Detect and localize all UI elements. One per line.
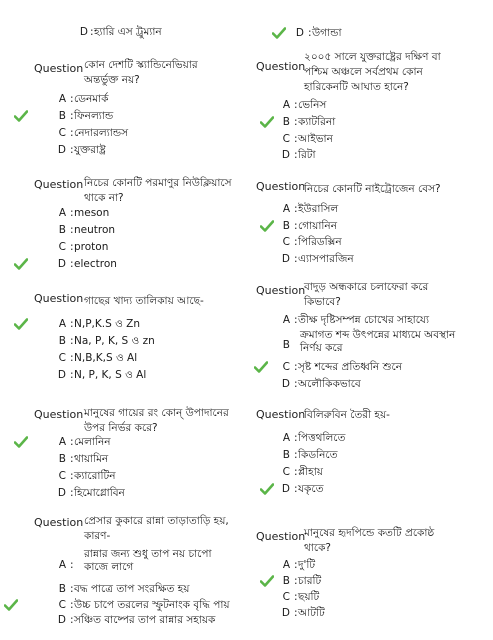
option-letter: B [58,110,66,122]
option-text: হিমোগ্লোবিন [74,487,125,499]
option-row[interactable]: A : ভেনিস [252,98,493,114]
option-letter: B [282,220,290,232]
option-letter: C [282,236,290,248]
checkmark-icon [14,436,28,448]
option-text: এ্যাসপারজিন [298,253,354,265]
option-row[interactable]: D : হ্যারি এস ট্রুম্যান [0,25,250,41]
option-letter: D [57,258,66,270]
option-text: নেদারল্যান্ডস [74,127,129,139]
option-text: Na, P, K, S ও zn [74,335,155,347]
option-row[interactable]: A : তীক্ষ দৃষ্টিসম্পন্ন চোখের সাহায্যে [252,313,493,329]
option-row[interactable]: D : যুক্তরাষ্ট্র [0,143,250,159]
option-letter: A [58,318,66,330]
option-text: দু'টি [298,559,316,571]
option-letter: B [58,224,66,236]
option-text: ক্যারোটিন [74,470,116,482]
option-text: রান্নার জন্য শুধু তাপ নয় চাপো কাজে লাগে [84,548,212,573]
option-row[interactable]: D : হিমোগ্লোবিন [0,486,250,502]
option-letter: D [281,253,290,265]
question-text-line: নিচের কোনটি পরমাণুর নিউক্লিয়াসে [84,177,232,189]
question-label: Question [256,284,306,297]
checkmark-icon [14,258,28,270]
option-text: আটটি [298,607,325,619]
option-row[interactable]: B : চারটি [252,574,493,590]
option-row[interactable]: D : রিটা [252,148,493,164]
option-letter: D [281,607,290,619]
checkmark-icon [14,318,28,330]
question-text-line: হারিকেনটি আঘাত হানে? [304,81,409,93]
option-letter: A [282,99,290,111]
option-row[interactable]: B : গোয়ানিন [252,219,493,235]
option-letter: D [57,369,66,381]
option-letter: D [57,487,66,499]
option-row[interactable]: A : রান্নার জন্য শুধু তাপ নয় চাপো কাজে লাগে [0,548,250,578]
question-text-line: উপর নির্ভর করে? [84,422,158,434]
option-row[interactable]: C : সৃষ্ট শব্দের প্রতিধ্বনি শুনে [252,360,493,376]
option-text: যকৃতে [298,483,324,495]
option-row[interactable]: B : ক্যাটরিনা [252,115,493,131]
option-text: উগান্ডা [312,27,342,39]
option-letter: A [282,203,290,215]
option-row[interactable]: A : মেলানিন [0,435,250,451]
option-row[interactable]: A : N,P,K.S ও Zn [0,317,250,333]
option-row[interactable]: D : উগান্ডা [252,26,493,42]
option-text: N, P, K, S ও Al [74,369,147,381]
checkmark-icon [14,110,28,122]
question-label: Question [34,292,84,305]
option-row[interactable]: C : নেদারল্যান্ডস [0,126,250,142]
question-text-line: মানুষের হৃদপিন্ডে কতটি প্রকোষ্ঠ [304,527,435,539]
question-text-line: কিভাবে? [304,296,341,308]
option-text: পিরিডক্সিন [298,236,342,248]
option-row[interactable]: B : থায়ামিন [0,452,250,468]
option-letter: D [281,378,290,390]
option-text: electron [74,258,117,270]
question-text-line: ২০০৫ সালে যুক্তরাষ্ট্রের দক্ষিণ বা [304,51,441,63]
option-row[interactable]: C : proton [0,240,250,256]
option-letter: A [58,207,66,219]
option-row[interactable]: D : যকৃতে [252,482,493,498]
option-text: গোয়ানিন [298,220,337,232]
option-letter: B [58,583,66,595]
question-text-line: পশ্চিম অঞ্চলে সর্বপ্রথম কোন [304,66,423,78]
option-letter: B [58,453,66,465]
question-label: Question [34,516,84,529]
question-label: Question [34,408,84,421]
option-text: সঞ্চিত বাষ্পের তাপ রান্নার সহায়ক [74,614,216,626]
option-text: N,B,K,S ও Al [74,352,138,364]
option-row[interactable]: B : neutron [0,223,250,239]
option-row[interactable]: A : পিত্তথলিতে [252,431,493,447]
option-letter: B [282,339,290,351]
question-label: Question [256,530,306,543]
option-text: ভেনিস [298,99,327,111]
question-label: Question [34,62,84,75]
option-row[interactable]: D : অলৌকিকভাবে [252,377,493,393]
option-row[interactable]: C : পিরিডক্সিন [252,235,493,251]
option-letter: A [282,559,290,571]
option-row[interactable]: D : electron [0,257,250,273]
checkmark-icon [4,599,18,611]
option-text: আইভান [298,133,333,145]
option-row[interactable] [252,329,493,357]
option-text: ফিনল্যান্ড [74,110,114,122]
option-letter: A [58,436,66,448]
option-row[interactable]: B : বদ্ধ পাত্রে তাপ সংরক্ষিত হয় [0,582,250,598]
question-text-line: নিচের কোনটি নাইট্রোজেন বেস? [304,183,441,195]
option-text: ছয়টি [298,591,320,603]
option-row[interactable]: C : ছয়টি [252,590,493,606]
option-letter: D [57,614,66,626]
option-text: যুক্তরাষ্ট্র [74,144,106,156]
option-row[interactable]: D : সঞ্চিত বাষ্পের তাপ রান্নার সহায়ক [0,613,250,629]
option-letter: C [282,591,290,603]
option-letter: D [57,144,66,156]
option-row[interactable]: D : আটটি [252,606,493,622]
option-row[interactable]: C : ক্যারোটিন [0,469,250,485]
option-text: তীক্ষ দৃষ্টিসম্পন্ন চোখের সাহায্যে [298,314,430,326]
option-text: N,P,K.S ও Zn [74,318,141,330]
checkmark-icon [260,116,274,128]
option-text: meson [74,207,110,219]
option-letter: D [281,483,290,495]
option-letter: C [282,361,290,373]
option-row[interactable]: C : আইভান [252,132,493,148]
option-text: ডেনমার্ক [74,93,109,105]
option-row[interactable]: B : ফিনল্যান্ড [0,109,250,125]
option-text: হ্যারি এস ট্রুম্যান [94,26,162,38]
option-text: মেলানিন [74,436,111,448]
option-row[interactable]: A : ডেনমার্ক [0,92,250,108]
option-row[interactable]: C : N,B,K,S ও Al [0,351,250,367]
option-row[interactable]: D : N, P, K, S ও Al [0,368,250,384]
option-letter: D [281,149,290,161]
checkmark-icon [260,483,274,495]
question-text-line: থাকে না? [84,192,124,204]
option-row[interactable]: D : এ্যাসপারজিন [252,252,493,268]
option-text: বদ্ধ পাত্রে তাপ সংরক্ষিত হয় [74,583,190,595]
option-text: ক্রমাগত শব্দ উৎপন্নের মাধ্যমে অবস্থান নির্ণয় করে [300,329,456,354]
option-letter: C [282,133,290,145]
option-letter: B [282,449,290,461]
option-text: উচ্চ চাপে তরলের স্ফুটনাংক বৃদ্ধি পায় [74,599,230,611]
option-row[interactable]: B : কিডনিতে [252,448,493,464]
option-letter: C [58,127,66,139]
option-letter: A [282,432,290,444]
question-text-line: কারণ- [84,530,111,542]
option-text: ক্যাটরিনা [298,116,336,128]
option-text: চারটি [298,575,322,587]
option-row[interactable]: C : প্লীহায় [252,465,493,481]
option-row[interactable]: C : উচ্চ চাপে তরলের স্ফুটনাংক বৃদ্ধি পায় [0,598,250,614]
question-text-line: প্রেসার কুকারে রান্না তাড়াতাড়ি হয়, [84,515,229,527]
option-letter: C [58,352,66,364]
option-text: সৃষ্ট শব্দের প্রতিধ্বনি শুনে [298,361,403,373]
checkmark-icon [260,220,274,232]
option-letter: C [282,466,290,478]
question-text-line: অন্তর্ভুক্ত নয়? [84,74,140,86]
option-row[interactable]: A : meson [0,206,250,222]
option-text: proton [74,241,109,253]
option-text: পিত্তথলিতে [298,432,346,444]
option-text: ইউরাসিল [298,203,339,215]
option-letter: C [58,241,66,253]
question-text-line: গাছের খাদ্য তালিকায় আছে- [84,295,204,307]
option-letter: D [79,26,88,38]
option-text: কিডনিতে [298,449,338,461]
question-label: Question [256,60,306,73]
option-letter: B [282,116,290,128]
option-letter: B [58,335,66,347]
option-letter: A [282,314,290,326]
question-text-line: থাকে? [304,542,331,554]
question-text-line: বাদুড় অন্ধকারে চলাফেরা করে [304,281,429,293]
option-text: থায়ামিন [74,453,109,465]
option-letter: B [282,575,290,587]
checkmark-icon [272,27,286,39]
question-label: Question [34,178,84,191]
option-letter: D [295,27,304,39]
option-text: রিটা [298,149,316,161]
option-text: প্লীহায় [298,466,323,478]
option-row[interactable]: B : Na, P, K, S ও zn [0,334,250,350]
question-text-line: কোন দেশটি স্ক্যান্ডিনেভিয়ার [84,59,198,71]
option-letter: C [58,470,66,482]
question-text-line: বিলিরুবিন তৈরী হয়- [304,409,390,421]
question-text-line: মানুষের গায়ের রং কোন্‌ উপাদানের [84,407,229,419]
option-text: অলৌকিকভাবে [298,378,361,390]
checkmark-icon [260,575,274,587]
option-letter: C [58,599,66,611]
question-label: Question [256,180,306,193]
option-text: neutron [74,224,116,236]
option-row[interactable]: A : দু'টি [252,558,493,574]
option-letter: A [58,93,66,105]
question-label: Question [256,408,306,421]
option-row[interactable]: A : ইউরাসিল [252,202,493,218]
checkmark-icon [254,361,268,373]
option-letter: A [58,559,66,571]
